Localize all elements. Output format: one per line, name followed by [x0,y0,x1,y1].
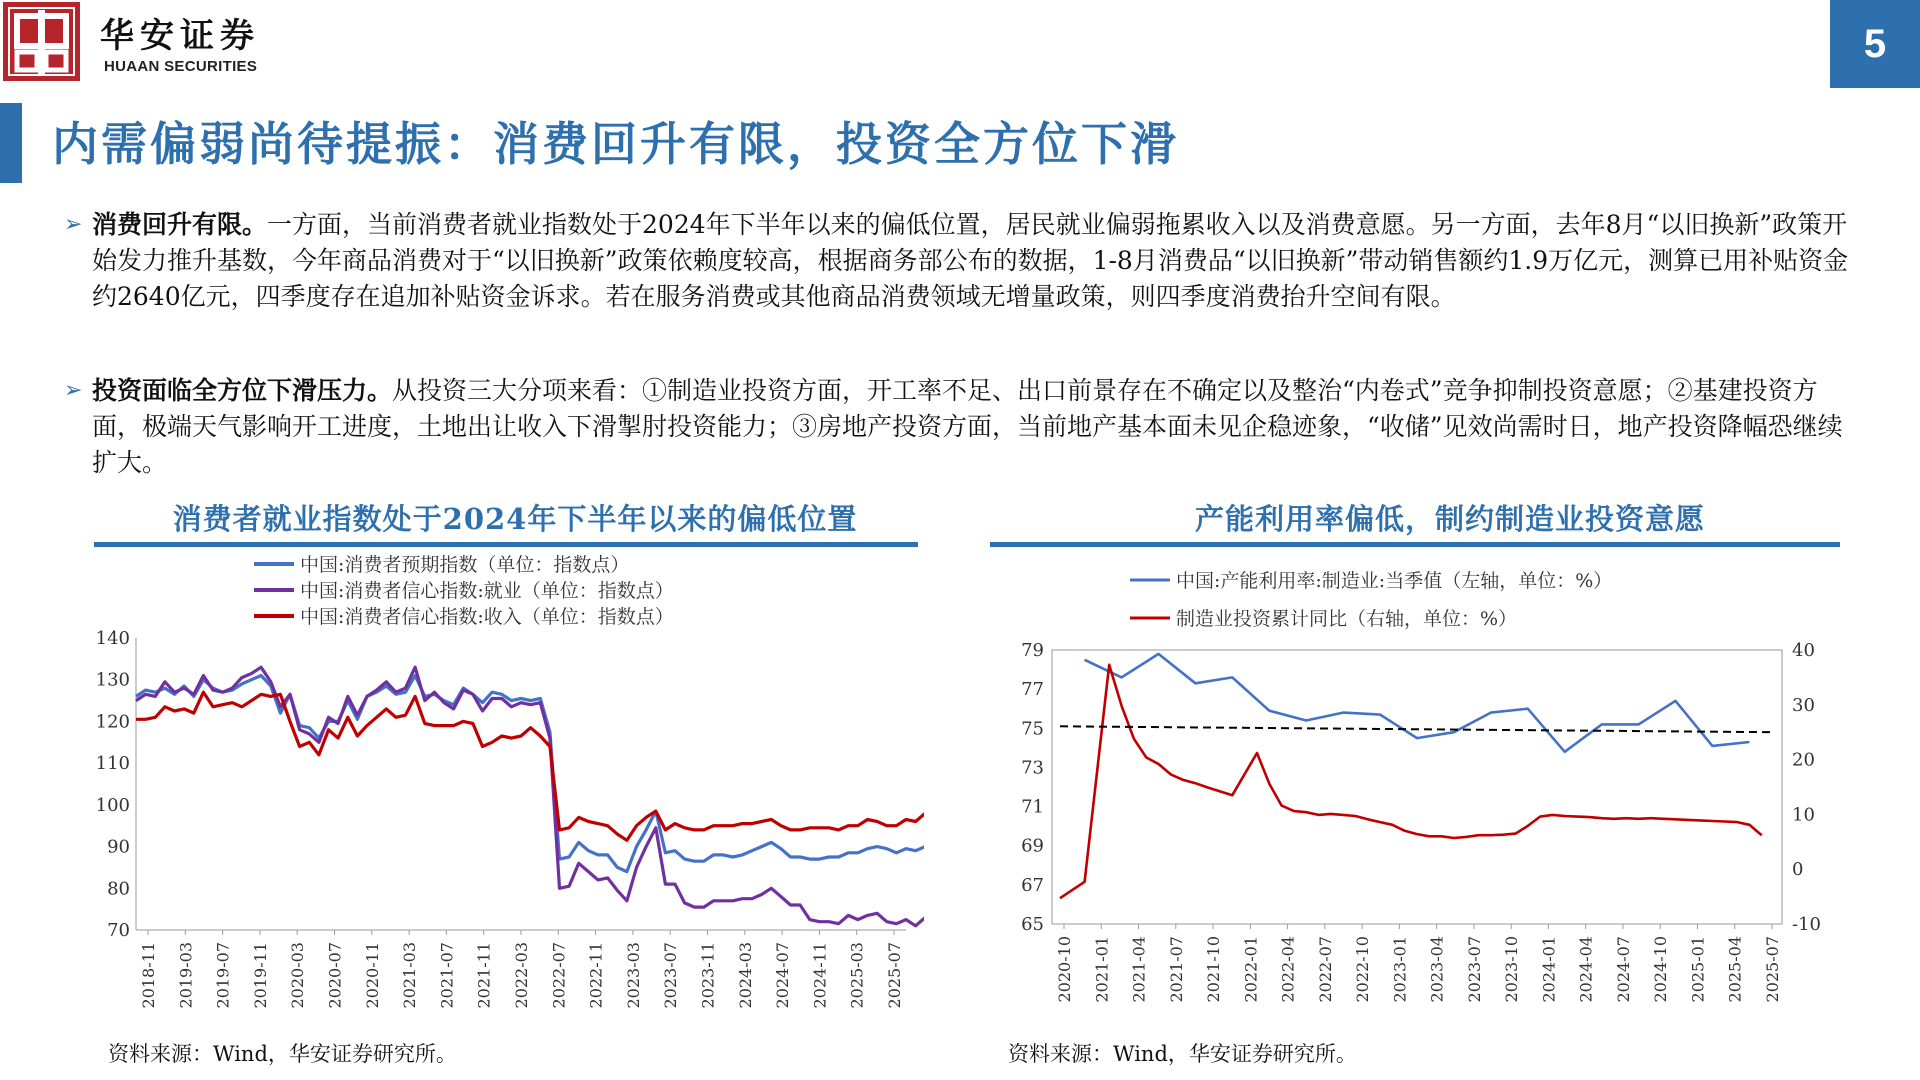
y-tick-label: 80 [107,878,130,900]
legend-label: 制造业投资累计同比（右轴，单位：%） [1176,608,1518,630]
y-left-tick-label: 79 [1021,640,1044,661]
y-tick-label: 70 [107,920,130,941]
y-left-tick-label: 71 [1021,796,1044,818]
y-tick-label: 110 [95,753,130,775]
bullet-consumption [64,207,1864,315]
chart1-title: 消费者就业指数处于2024年下半年以来的偏低位置 [172,502,858,536]
x-tick-label: 2024-07 [773,942,793,1009]
y-left-tick-label: 77 [1021,679,1044,701]
y-right-tick-label: -10 [1792,914,1821,935]
x-tick-label: 2021-10 [1204,936,1224,1003]
logo-mark [3,2,80,81]
x-tick-label: 2022-07 [549,942,569,1009]
y-tick-label: 90 [107,836,130,858]
y-right-tick-label: 40 [1792,640,1815,661]
x-tick-label: 2023-03 [623,942,643,1009]
x-tick-label: 2022-07 [1315,936,1335,1003]
chart1-title-rule [94,542,918,547]
y-right-tick-label: 0 [1792,859,1804,881]
x-tick-label: 2022-10 [1353,936,1373,1003]
legend-label: 中国:产能利用率:制造业:当季值（左轴，单位：%） [1176,570,1613,592]
series-line [1085,654,1750,752]
x-tick-label: 2019-07 [213,942,233,1009]
y-left-tick-label: 75 [1021,718,1044,740]
x-tick-label: 2023-07 [661,942,681,1009]
x-tick-label: 2025-04 [1725,936,1745,1003]
x-tick-label: 2025-01 [1688,936,1708,1003]
bullet-arrow-icon: ➢ [64,212,83,237]
x-tick-label: 2021-07 [1166,936,1186,1003]
x-tick-label: 2024-03 [735,942,755,1009]
x-tick-label: 2021-03 [400,942,420,1009]
y-left-tick-label: 69 [1021,835,1044,857]
chart2-title-rule [990,542,1840,547]
plot-frame [1052,650,1782,924]
x-tick-label: 2022-03 [512,942,531,1009]
x-tick-label: 2022-11 [586,942,606,1009]
chart2-title: 产能利用率偏低，制约制造业投资意愿 [1194,502,1705,536]
series-line [136,667,924,926]
x-tick-label: 2025-07 [885,942,904,1009]
x-tick-label: 2024-01 [1539,936,1559,1003]
y-tick-label: 130 [95,669,130,691]
y-tick-label: 100 [95,794,130,816]
x-tick-label: 2024-10 [1651,936,1671,1003]
x-tick-label: 2020-03 [288,942,308,1009]
logo-mark-icon [3,2,80,81]
x-tick-label: 2024-11 [810,942,830,1009]
x-tick-label: 2023-07 [1464,936,1484,1003]
x-tick-label: 2024-07 [1613,936,1633,1003]
page-number: 5 [1830,0,1920,88]
x-tick-label: 2019-11 [250,942,270,1009]
x-tick-label: 2022-04 [1278,936,1298,1003]
x-tick-label: 2021-04 [1129,936,1149,1003]
x-tick-label: 2023-11 [698,942,718,1009]
x-tick-label: 2019-03 [176,942,196,1009]
legend-label: 中国:消费者信心指数:收入（单位：指数点） [300,606,674,628]
x-tick-label: 2024-04 [1576,936,1596,1003]
bullet-investment [64,373,1864,481]
logo-name-cn: 华安证券 [100,16,260,56]
chart2-source: 资料来源：Wind，华安证券研究所。 [1008,1042,1357,1066]
series-line [1060,665,1762,898]
logo-name-en: HUAAN SECURITIES [104,58,258,75]
legend-label: 中国:消费者预期指数（单位：指数点） [300,554,630,576]
y-right-tick-label: 10 [1792,804,1815,826]
x-tick-label: 2025-07 [1763,936,1782,1003]
x-tick-label: 2022-01 [1241,936,1261,1003]
x-tick-label: 2018-11 [139,942,158,1009]
title-accent-bar [0,103,22,183]
x-tick-label: 2021-01 [1092,936,1112,1003]
x-tick-label: 2020-10 [1055,936,1074,1003]
x-tick-label: 2020-07 [325,942,345,1009]
bullet-text: 从投资三大分项来看：①制造业投资方面，开工率不足、出口前景存在不确定以及整治“内卷式”竞争抑制投资意愿；②基建投资方面，极端天气影响开工进度，土地出让收入下滑掣肘投资能力；③房地产投资方面，当前地产基本面未见企稳迹象，“收储”见效尚需时日，地产投资降幅恐继续扩大。 [92,376,1843,477]
bullet-arrow-icon: ➢ [64,378,83,403]
x-tick-label: 2025-03 [847,942,867,1009]
bullet-lead: 消费回升有限。 [92,210,268,239]
y-tick-label: 140 [95,628,130,649]
x-tick-label: 2023-10 [1502,936,1522,1003]
y-left-tick-label: 65 [1021,914,1044,935]
series-line [136,692,924,840]
y-tick-label: 120 [95,711,130,733]
page-title: 内需偏弱尚待提振：消费回升有限，投资全方位下滑 [52,117,1179,171]
x-tick-label: 2023-01 [1390,936,1410,1003]
x-tick-label: 2020-11 [362,942,382,1009]
y-right-tick-label: 30 [1792,694,1815,716]
y-right-tick-label: 20 [1792,749,1815,771]
chart2-capacity-investment [990,552,1860,1037]
x-tick-label: 2021-07 [437,942,457,1009]
chart1-consumer-index [94,552,924,1037]
x-tick-label: 2023-04 [1427,936,1447,1003]
chart1-source: 资料来源：Wind，华安证券研究所。 [108,1042,457,1066]
y-left-tick-label: 73 [1021,757,1044,779]
legend-label: 中国:消费者信心指数:就业（单位：指数点） [300,580,674,602]
y-left-tick-label: 67 [1021,874,1044,896]
reference-line [1060,726,1774,732]
x-tick-label: 2021-11 [474,942,494,1009]
bullet-lead: 投资面临全方位下滑压力。 [92,376,393,405]
bullet-text: 一方面，当前消费者就业指数处于2024年下半年以来的偏低位置，居民就业偏弱拖累收入以及消费意愿。另一方面，去年8月“以旧换新”政策开始发力推升基数，今年商品消费对于“以旧换新”政策依赖度较高，根据商务部公布的数据，1-8月消费品“以旧换新”带动销售额约1.9万亿元，测算已用补贴资金约2640亿元，四季度存在追加补贴资金诉求。若在服务消费或其他商品消费领域无增量政策，则四季度消费抬升空间有限。 [92,210,1849,311]
